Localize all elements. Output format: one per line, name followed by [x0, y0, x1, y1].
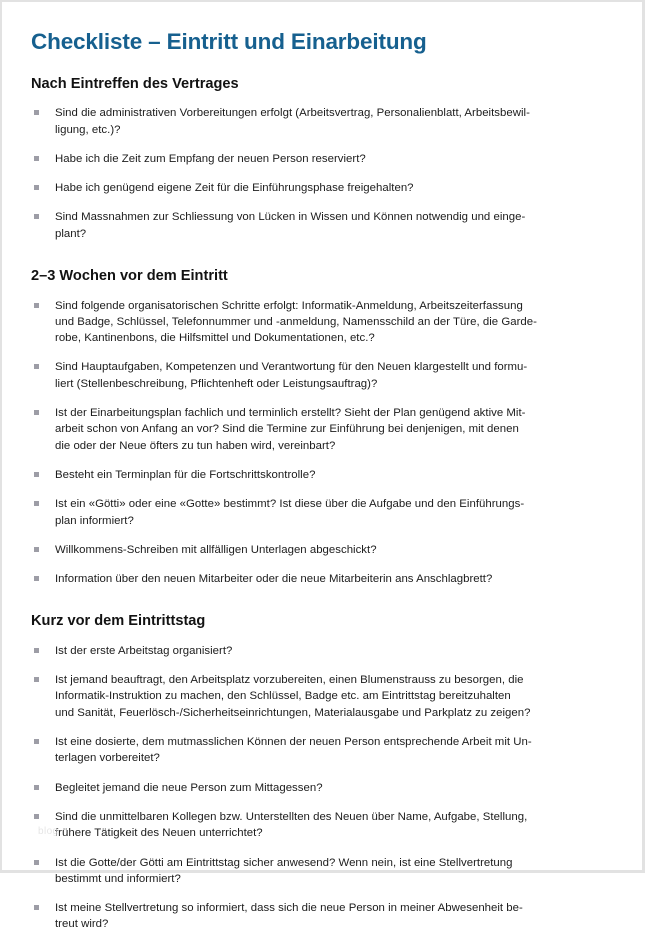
list-item-line: Ist der erste Arbeitstag organisiert? — [55, 644, 233, 657]
list-item-text — [55, 180, 620, 196]
list-item[interactable] — [31, 359, 620, 392]
list-item-line: Ist ein «Götti» oder eine «Gotte» bestimmt? Ist diese über die Aufgabe und den Einführungs- — [55, 498, 525, 511]
list-item-line: Sind Hauptaufgaben, Kompetenzen und Verantwortung für den Neuen klargestellt und formu- — [55, 361, 528, 374]
list-item-text — [55, 105, 620, 138]
bullet-square-icon — [34, 785, 39, 790]
list-item-text — [55, 855, 620, 888]
list-item[interactable] — [31, 571, 620, 587]
list-item[interactable] — [31, 496, 620, 529]
list-item-text — [55, 496, 620, 529]
list-item-text — [55, 298, 620, 347]
list-item-line: und Badge, Schlüssel, Telefonnummer und -anmeldung, Namensschild an der Türe, die Garde- — [55, 315, 537, 328]
list-item-line: Sind die administrativen Vorbereitungen erfolgt (Arbeitsvertrag, Personalienblatt, Arbeitsbewil- — [55, 107, 530, 120]
bullet-square-icon — [34, 905, 39, 910]
section-heading: Nach Eintreffen des Vertrages — [31, 75, 239, 92]
checklist-section — [31, 55, 620, 242]
list-item-line: Habe ich genügend eigene Zeit für die Einführungsphase freigehalten? — [55, 182, 414, 195]
list-item-line: plant? — [55, 227, 87, 240]
list-item[interactable] — [31, 298, 620, 347]
list-item-line: Begleitet jemand die neue Person zum Mittagessen? — [55, 781, 323, 794]
list-item-line: Sind Massnahmen zur Schliessung von Lücken in Wissen und Können notwendig und einge- — [55, 211, 526, 224]
list-item-line: Ist meine Stellvertretung so informiert, dass sich die neue Person in meiner Abwesenheit be- — [55, 902, 523, 915]
list-item-text — [55, 571, 620, 587]
bullet-square-icon — [34, 214, 39, 219]
list-item-line: Willkommens-Schreiben mit allfälligen Unterlagen abgeschickt? — [55, 543, 377, 556]
list-item-text — [55, 542, 620, 558]
blog-watermark: blog — [38, 826, 59, 837]
list-item[interactable] — [31, 643, 620, 659]
list-item-text — [55, 672, 620, 721]
list-item[interactable] — [31, 180, 620, 196]
bullet-square-icon — [34, 677, 39, 682]
bullet-square-icon — [34, 303, 39, 308]
list-item-text — [55, 405, 620, 454]
list-item-line: die oder der Neue öfters zu tun haben wird, vereinbart? — [55, 439, 336, 452]
list-item-text — [55, 467, 620, 483]
list-item-text — [55, 151, 620, 167]
list-item[interactable] — [31, 900, 620, 933]
list-item-line: Sind folgende organisatorischen Schritte erfolgt: Informatik-Anmeldung, Arbeitszeiterfassung — [55, 299, 523, 312]
page-title: Checkliste – Eintritt und Einarbeitung — [31, 29, 427, 54]
bullet-square-icon — [34, 364, 39, 369]
list-item-line: Ist jemand beauftragt, den Arbeitsplatz vorzubereiten, einen Blumenstrauss zu besorgen, die — [55, 674, 524, 687]
bullet-square-icon — [34, 185, 39, 190]
list-item-line: Ist der Einarbeitungsplan fachlich und terminlich erstellt? Sieht der Plan genügend aktive Mit- — [55, 407, 526, 420]
list-item-line: und Sanität, Feuerlösch-/Sicherheitseinrichtungen, Materialausgabe und Parkplatz zu zeigen? — [55, 706, 531, 719]
bullet-square-icon — [34, 648, 39, 653]
list-item[interactable] — [31, 542, 620, 558]
list-item-line: Sind die unmittelbaren Kollegen bzw. Unterstellten des Neuen über Name, Aufgabe, Stellung, — [55, 810, 528, 823]
list-item-line: Besteht ein Terminplan für die Fortschrittskontrolle? — [55, 468, 316, 481]
list-item-line: liert (Stellenbeschreibung, Pflichtenheft oder Leistungsauftrag)? — [55, 377, 378, 390]
list-item-line: Information über den neuen Mitarbeiter oder die neue Mitarbeiterin ans Anschlagbrett? — [55, 573, 493, 586]
list-item[interactable] — [31, 855, 620, 888]
list-item-line: Informatik-Instruktion zu machen, den Schlüssel, Badge etc. am Eintrittstag bereitzuhalten — [55, 690, 511, 703]
list-item-line: frühere Tätigkeit des Neuen unterrichtet? — [55, 827, 263, 840]
list-item-text — [55, 734, 620, 767]
list-item-text — [55, 900, 620, 933]
list-item-line: Ist die Gotte/der Götti am Eintrittstag sicher anwesend? Wenn nein, ist eine Stellvertretung — [55, 856, 513, 869]
bullet-square-icon — [34, 576, 39, 581]
list-item-line: ligung, etc.)? — [55, 123, 121, 136]
list-item-text — [55, 809, 620, 842]
section-heading: 2–3 Wochen vor dem Eintritt — [31, 268, 228, 285]
list-item[interactable] — [31, 809, 620, 842]
checklist-items — [31, 105, 620, 242]
list-item-text — [55, 359, 620, 392]
bullet-square-icon — [34, 156, 39, 161]
bullet-square-icon — [34, 472, 39, 477]
bullet-square-icon — [34, 547, 39, 552]
checklist-sections — [31, 55, 620, 933]
list-item[interactable] — [31, 672, 620, 721]
list-item-text — [55, 209, 620, 242]
checklist-section — [31, 242, 620, 587]
list-item[interactable] — [31, 105, 620, 138]
list-item-line: Ist eine dosierte, dem mutmasslichen Können der neuen Person entsprechende Arbeit mit Un- — [55, 736, 532, 749]
checklist-items — [31, 643, 620, 933]
list-item[interactable] — [31, 405, 620, 454]
bullet-square-icon — [34, 739, 39, 744]
checklist-items — [31, 298, 620, 588]
list-item-line: treut wird? — [55, 918, 109, 931]
bullet-square-icon — [34, 110, 39, 115]
list-item-line: robe, Kantinenbons, die Hilfsmittel und Dokumentationen, etc.? — [55, 332, 375, 345]
checklist-section — [31, 587, 620, 932]
bullet-square-icon — [34, 860, 39, 865]
list-item-line: Habe ich die Zeit zum Empfang der neuen Person reserviert? — [55, 152, 366, 165]
bullet-square-icon — [34, 410, 39, 415]
section-heading: Kurz vor dem Eintrittstag — [31, 613, 206, 630]
list-item[interactable] — [31, 209, 620, 242]
list-item-line: arbeit schon von Anfang an vor? Sind die Termine zur Einführung bei denjenigen, mit denen — [55, 423, 519, 436]
list-item[interactable] — [31, 467, 620, 483]
list-item[interactable] — [31, 151, 620, 167]
list-item[interactable] — [31, 780, 620, 796]
list-item-line: bestimmt und informiert? — [55, 872, 181, 885]
list-item-text — [55, 643, 620, 659]
list-item-line: terlagen vorbereitet? — [55, 752, 160, 765]
bullet-square-icon — [34, 814, 39, 819]
list-item-text — [55, 780, 620, 796]
bullet-square-icon — [34, 501, 39, 506]
list-item[interactable] — [31, 734, 620, 767]
list-item-line: plan informiert? — [55, 514, 134, 527]
